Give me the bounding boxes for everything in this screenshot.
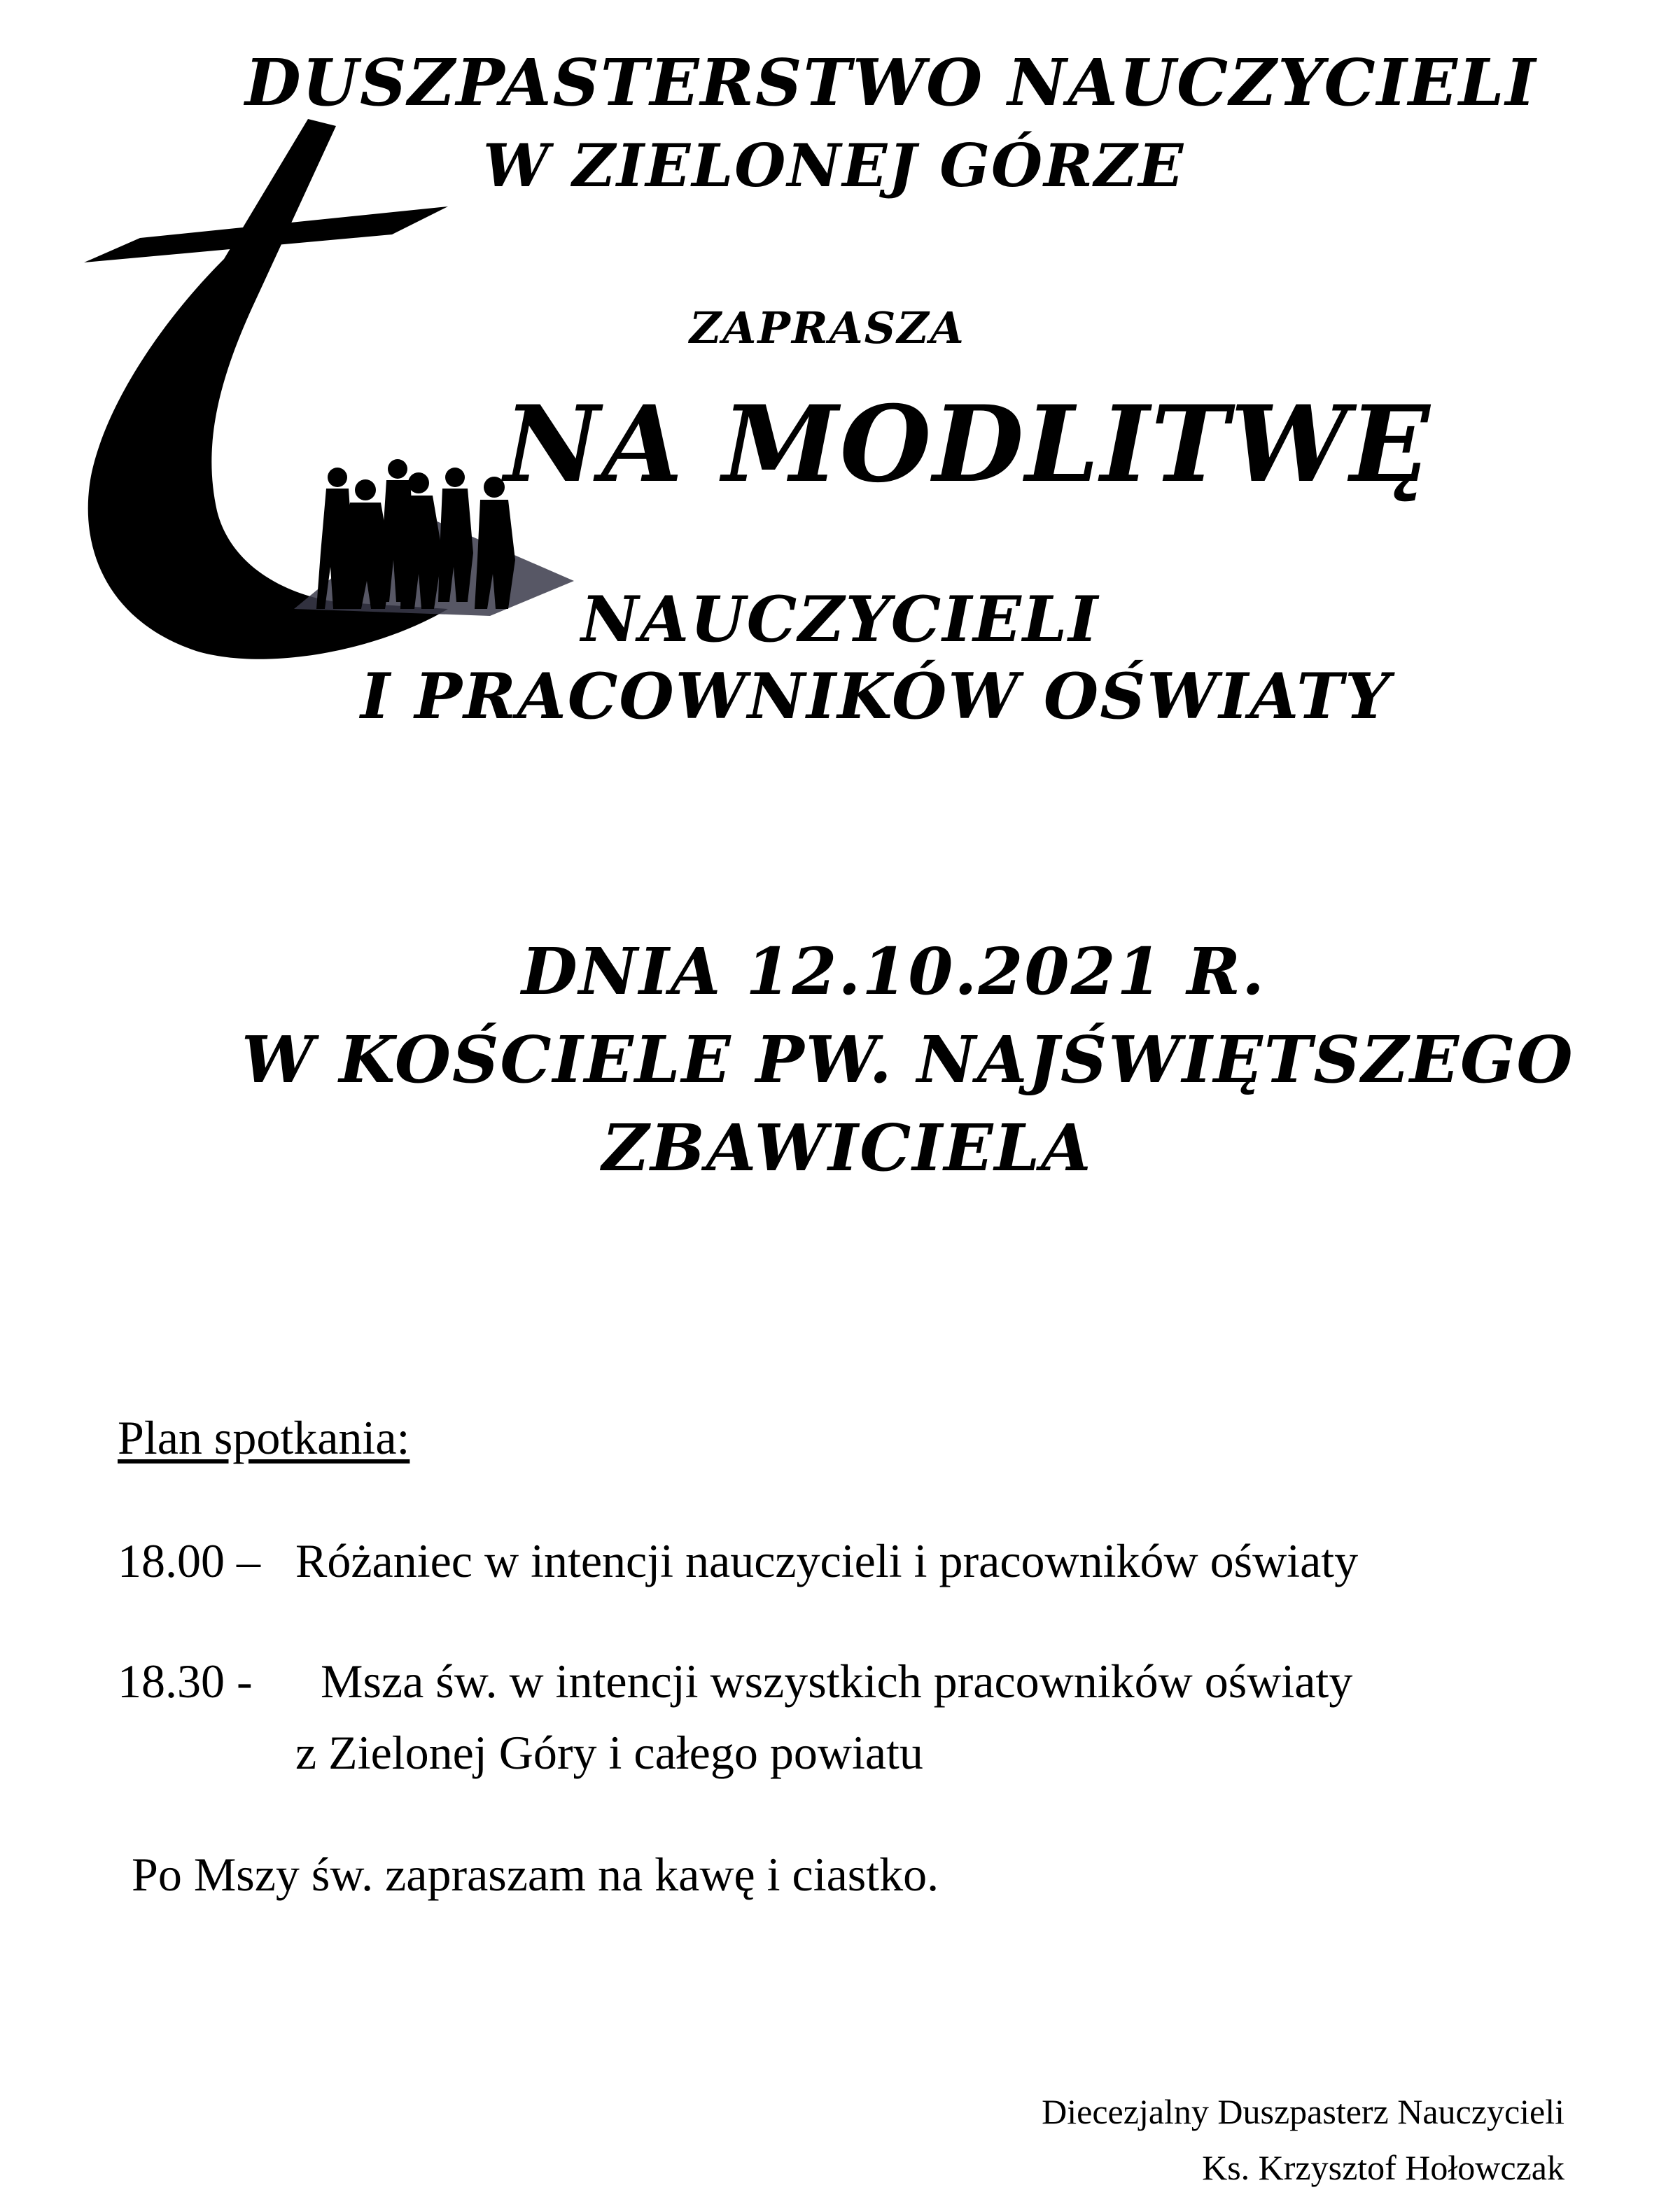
plan-item-1-time: 18.00 – — [118, 1534, 260, 1587]
audience-line-1: NAUCZYCIELI — [581, 582, 1100, 657]
main-title: NA MODLITWĘ — [504, 383, 1432, 506]
plan-item-2-text-cont: z Zielonej Góry i całego powiatu — [295, 1726, 923, 1779]
header-line-1: DUSZPASTERSTWO NAUCZYCIELI — [245, 45, 1537, 120]
plan-item-1-text: Różaniec w intencji nauczycieli i pracowników oświaty — [295, 1534, 1359, 1587]
people-silhouettes — [316, 459, 515, 609]
event-date: DNIA 12.10.2021 R. — [522, 934, 1266, 1009]
event-place-line-1: W KOŚCIELE PW. NAJŚWIĘTSZEGO — [241, 1022, 1574, 1097]
event-place-line-2: ZBAWICIELA — [602, 1110, 1093, 1186]
plan-item-2-text: Msza św. w intencji wszystkich pracowników oświaty — [321, 1655, 1353, 1708]
signature-line-1: Diecezjalny Duszpasterz Nauczycieli — [1042, 2092, 1564, 2131]
signature-line-2: Ks. Krzysztof Hołowczak — [1202, 2148, 1564, 2187]
plan-heading: Plan spotkania: — [118, 1411, 410, 1464]
plan-item-2-time: 18.30 - — [118, 1655, 253, 1708]
plan-closing: Po Mszy św. zapraszam na kawę i ciastko. — [132, 1848, 939, 1901]
audience-line-2: I PRACOWNIKÓW OŚWIATY — [360, 659, 1392, 734]
zaprasza-label: ZAPRASZA — [690, 302, 965, 353]
header-line-2: W ZIELONEJ GÓRZE — [483, 131, 1185, 200]
